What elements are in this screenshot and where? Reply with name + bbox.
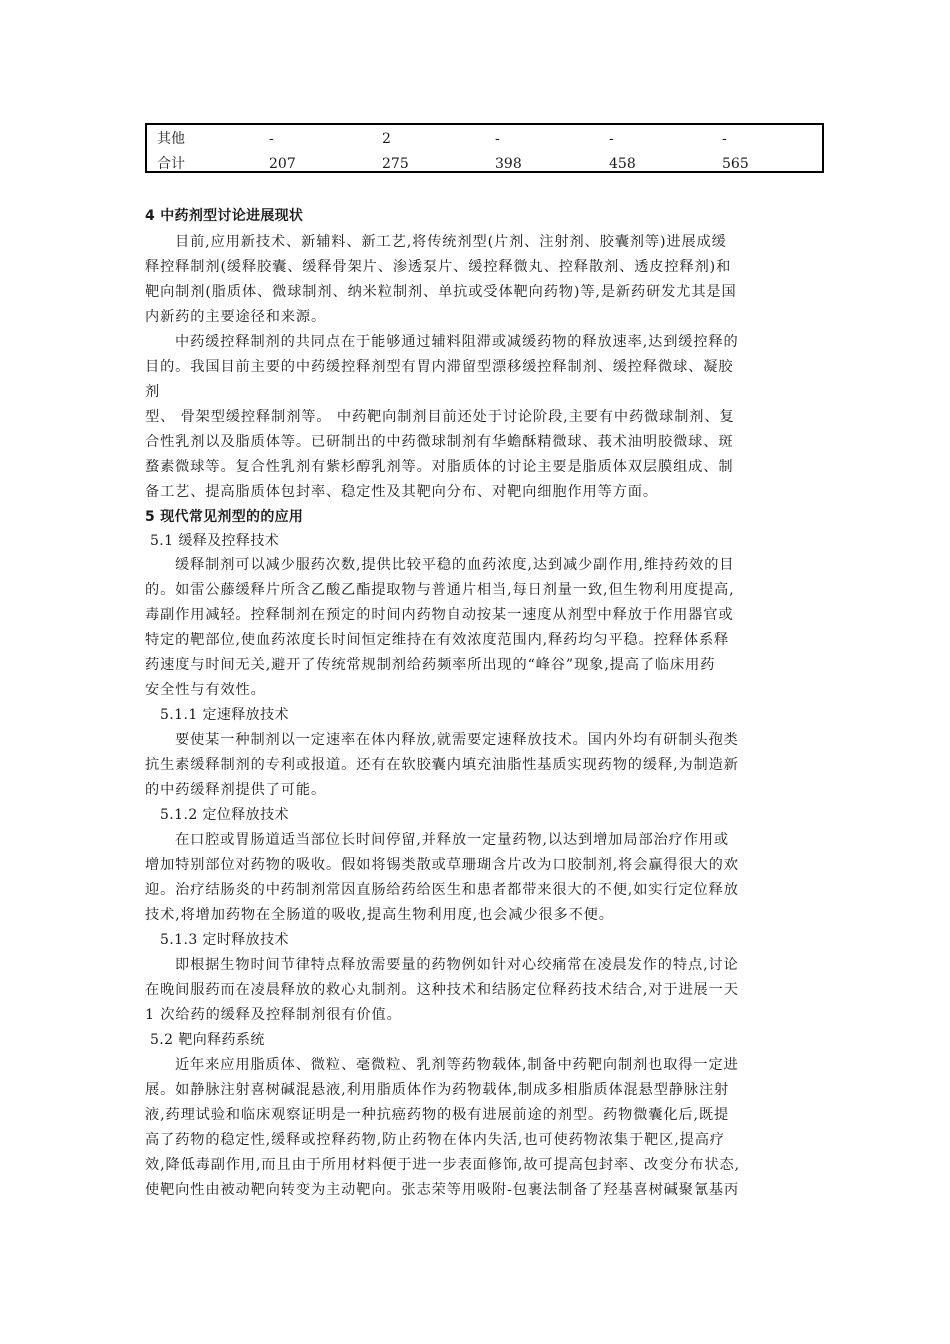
table-cell: - (722, 131, 727, 147)
text-line: 剂 (145, 384, 161, 400)
subsection-heading: 5.1 缓释及控释技术 (150, 533, 280, 549)
text-line: 在口腔或胃肠道适当部位长时间停留,并释放一定量药物,以达到增加局部治疗作用或 (175, 832, 729, 848)
text-line: 技术,将增加药物在全肠道的吸收,提高生物利用度,也会减少很多不便。 (145, 907, 614, 923)
text-line: 增加特别部位对药物的吸收。假如将锡类散或草珊瑚含片改为口胶制剂,将会赢得很大的欢 (145, 857, 739, 873)
text-line: 在晚间服药而在凌晨释放的救心丸制剂。这种技术和结肠定位释药技术结合,对于进展一天 (145, 982, 739, 998)
text-line: 迎。治疗结肠炎的中药制剂常因直肠给药给医生和患者都带来很大的不便,如实行定位释放 (145, 882, 739, 898)
text-line: 靶向制剂(脂质体、微球制剂、纳米粒制剂、单抗或受体靶向药物)等,是新药研发尤其是国 (145, 284, 737, 300)
text-line: 的。如雷公藤缓释片所含乙酸乙酯提取物与普通片相当,每日剂量一致,但生物利用度提高, (145, 582, 735, 598)
table-cell: - (495, 131, 500, 147)
table-cell: 2 (382, 131, 391, 147)
text-line: 安全性与有效性。 (145, 682, 266, 698)
table-cell: 398 (495, 156, 522, 172)
text-line: 缓释制剂可以减少服药次数,提供比较平稳的血药浓度,达到减少副作用,维持药效的目 (175, 557, 735, 573)
text-line: 蝥素微球等。复合性乳剂有紫杉醇乳剂等。对脂质体的讨论主要是脂质体双层膜组成、制 (145, 459, 734, 475)
text-line: 药速度与时间无关,避开了传统常规制剂给药频率所出现的“峰谷”现象,提高了临床用药 (145, 657, 716, 673)
text-line: 液,药理试验和临床观察证明是一种抗癌药物的极有进展前途的剂型。药物微囊化后,既提 (145, 1107, 730, 1123)
section-heading: 5 现代常见剂型的的应用 (145, 509, 304, 525)
text-line: 毒副作用减轻。控释制剂在预定的时间内药物自动按某一速度从剂型中释放于作用器官或 (145, 607, 734, 623)
text-line: 内新药的主要途径和来源。 (145, 309, 327, 325)
text-line: 要使某一种制剂以一定速率在体内释放,就需要定速释放技术。国内外均有研制头孢类 (175, 732, 739, 748)
text-line: 使靶向性由被动靶向转变为主动靶向。张志荣等用吸附-包裹法制备了羟基喜树碱聚氰基丙 (145, 1182, 740, 1198)
table-cell: 合计 (157, 156, 185, 172)
table-cell: 458 (609, 156, 636, 172)
table-cell: 207 (269, 156, 296, 172)
table-cell: - (269, 131, 274, 147)
subsection-heading: 5.2 靶向释药系统 (150, 1032, 265, 1048)
subsection-heading: 5.1.3 定时释放技术 (160, 932, 289, 948)
text-line: 高了药物的稳定性,缓释或控释药物,防止药物在体内失活,也可使药物浓集于靶区,提高疗 (145, 1132, 725, 1148)
text-line: 目的。我国目前主要的中药缓控释剂型有胃内滞留型漂移缓控释制剂、缓控释微球、凝胶 (145, 359, 734, 375)
text-line: 备工艺、提高脂质体包封率、稳定性及其靶向分布、对靶向细胞作用等方面。 (145, 484, 658, 500)
table-cell: 其他 (157, 131, 185, 147)
text-line: 的中药缓释剂提供了可能。 (145, 782, 327, 798)
table-cell: - (609, 131, 614, 147)
text-line: 型、 骨架型缓控释制剂等。 中药靶向制剂目前还处于讨论阶段,主要有中药微球制剂、复 (145, 409, 735, 425)
text-line: 目前,应用新技术、新辅料、新工艺,将传统剂型(片剂、注射剂、胶囊剂等)进展成缓 (175, 234, 727, 250)
table-row (147, 127, 822, 151)
text-line: 抗生素缓释制剂的专利或报道。还有在软胶囊内填充油脂性基质实现药物的缓释,为制造新 (145, 757, 739, 773)
text-line: 特定的靶部位,使血药浓度长时间恒定维持在有效浓度范围内,释药均匀平稳。控释体系释 (145, 632, 730, 648)
text-line: 释控释制剂(缓释胶囊、缓释骨架片、渗透泵片、缓控释微丸、控释散剂、透皮控释剂)和 (145, 259, 732, 275)
text-line: 合性乳剂以及脂质体等。已研制出的中药微球制剂有华蟾酥精微球、莪术油明胶微球、斑 (145, 434, 734, 450)
statistics-table (145, 123, 824, 173)
table-cell: 275 (382, 156, 409, 172)
text-line: 即根据生物时间节律特点释放需要量的药物例如针对心绞痛常在凌晨发作的特点,讨论 (175, 957, 739, 973)
subsection-heading: 5.1.1 定速释放技术 (160, 707, 289, 723)
section-heading: 4 中药剂型讨论进展现状 (145, 208, 304, 224)
subsection-heading: 5.1.2 定位释放技术 (160, 807, 289, 823)
text-line: 展。如静脉注射喜树碱混悬液,利用脂质体作为药物载体,制成多相脂质体混悬型静脉注射 (145, 1082, 730, 1098)
table-cell: 565 (722, 156, 749, 172)
text-line: 效,降低毒副作用,而且由于所用材料便于进一步表面修饰,故可提高包封率、改变分布状态, (145, 1157, 740, 1173)
text-line: 近年来应用脂质体、微粒、毫微粒、乳剂等药物载体,制备中药靶向制剂也取得一定进 (175, 1057, 739, 1073)
text-line: 中药缓控释制剂的共同点在于能够通过辅料阻滞或减缓药物的释放速率,达到缓控释的 (175, 334, 739, 350)
table-row (147, 152, 822, 176)
text-line: 1 次给药的缓释及控释制剂很有价值。 (145, 1007, 402, 1023)
